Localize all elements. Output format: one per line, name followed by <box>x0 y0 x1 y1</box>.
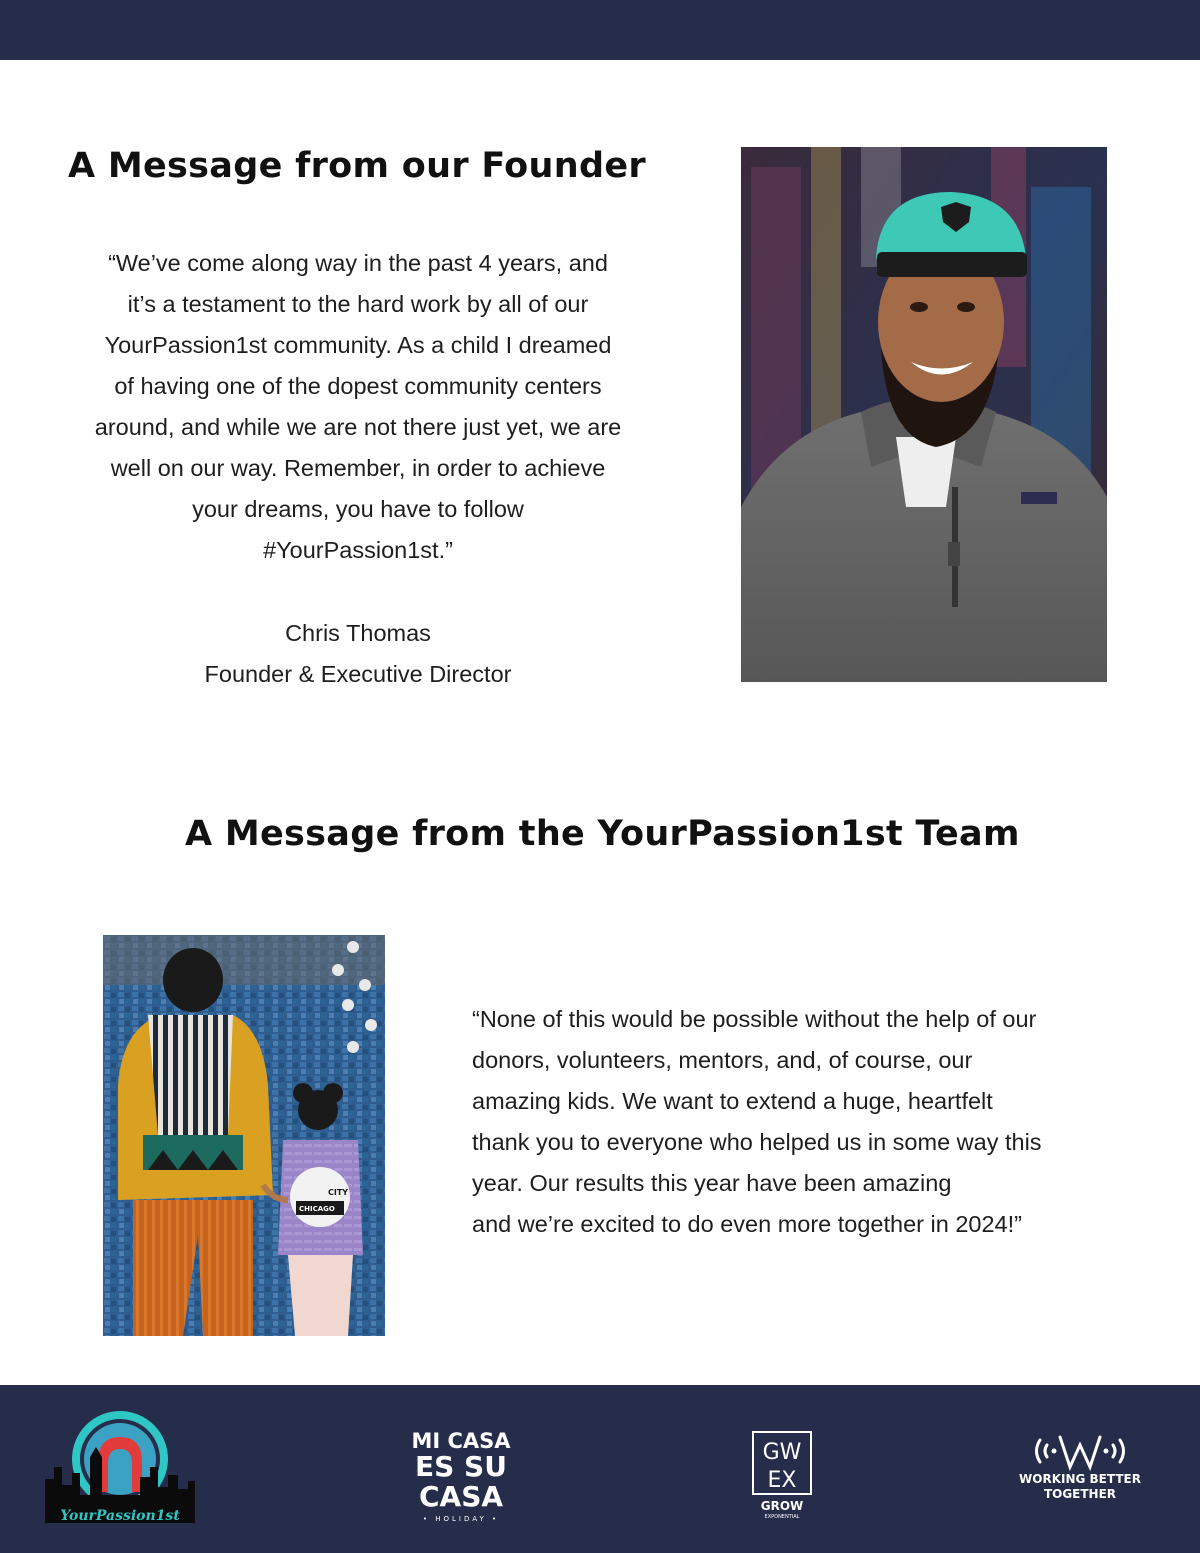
team-section-heading: A Message from the YourPassion1st Team <box>185 814 1020 854</box>
founder-title: Founder & Executive Director <box>204 661 512 687</box>
founder-name: Chris Thomas <box>285 620 431 646</box>
founder-quote-line: YourPassion1st community. As a child I dreamed <box>104 332 612 358</box>
working-better-together-logo <box>1010 1431 1150 1521</box>
mosaic-jacket-text-chicago: CHICAGO <box>299 1205 335 1213</box>
founder-quote-line: it’s a testament to the hard work by all of our <box>127 291 589 317</box>
mi-casa-line-2: ES SU <box>415 1450 507 1483</box>
team-quote-line: amazing kids. We want to extend a huge, heartfelt <box>472 1088 993 1114</box>
wbt-line-1: WORKING BETTER <box>1019 1472 1141 1486</box>
gwex-line-1: GW <box>762 1440 802 1465</box>
top-header-band <box>0 0 1200 60</box>
team-quote-line: and we’re excited to do even more together in 2024!” <box>472 1211 1022 1237</box>
wbt-line-2: TOGETHER <box>1043 1487 1117 1501</box>
founder-quote-line: well on our way. Remember, in order to achieve <box>110 455 606 481</box>
yourpassion1st-logo <box>40 1407 200 1527</box>
mi-casa-holiday-text: • HOLIDAY • <box>422 1515 500 1523</box>
mosaic-artwork-photo <box>103 935 385 1336</box>
soundwave-icon <box>1037 1437 1124 1467</box>
mi-casa-line-1: MI CASA <box>411 1429 511 1453</box>
founder-quote-line: of having one of the dopest community centers <box>114 373 602 399</box>
gwex-logo <box>750 1429 816 1529</box>
founder-quote-line: #YourPassion1st.” <box>263 537 453 563</box>
gwex-grow-text: GROW <box>760 1499 804 1513</box>
team-quote-line: donors, volunteers, mentors, and, of course, our <box>472 1047 973 1073</box>
founder-section-heading: A Message from our Founder <box>68 146 646 186</box>
team-quote-line: “None of this would be possible without the help of our <box>472 1006 1037 1032</box>
mi-casa-es-su-casa-logo <box>405 1427 517 1547</box>
gwex-exponential-text: EXPONENTIAL <box>764 1514 800 1520</box>
team-quote <box>472 999 1132 1245</box>
footer-band <box>0 1385 1200 1553</box>
team-quote-line: thank you to everyone who helped us in some way this <box>472 1129 1042 1155</box>
yourpassion1st-wordmark: YourPassion1st <box>60 1508 180 1524</box>
mi-casa-line-3: CASA <box>418 1480 504 1513</box>
founder-quote-line: your dreams, you have to follow <box>192 496 524 522</box>
founder-quote-line: around, and while we are not there just yet, we are <box>94 414 622 440</box>
founder-portrait-photo <box>741 147 1107 682</box>
mosaic-jacket-text-city: CITY <box>328 1188 349 1197</box>
founder-quote-line: “We’ve come along way in the past 4 years, and <box>108 250 608 276</box>
founder-quote <box>60 243 656 571</box>
team-quote-line: year. Our results this year have been amazing <box>472 1170 952 1196</box>
gwex-line-2: EX <box>767 1468 797 1493</box>
